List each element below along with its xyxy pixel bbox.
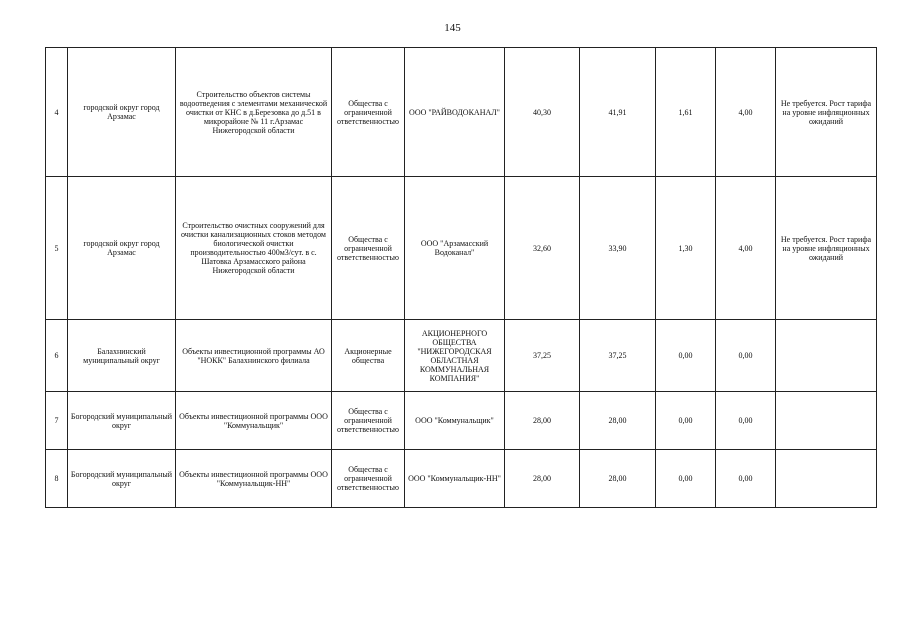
note-cell	[776, 450, 877, 508]
org-name-cell: ООО "Коммунальщик"	[405, 392, 505, 450]
table-row	[46, 320, 877, 392]
value-cell-3: 0,00	[656, 320, 716, 392]
note-cell: Не требуется. Рост тарифа на уровне инфляционных ожиданий	[776, 177, 877, 320]
org-name-cell: ООО "РАЙВОДОКАНАЛ"	[405, 48, 505, 177]
municipality-cell: Балахнинский муниципальный округ	[68, 320, 176, 392]
note-cell	[776, 392, 877, 450]
table-row	[46, 450, 877, 508]
note-cell	[776, 320, 877, 392]
municipality-cell: Богородский муниципальный округ	[68, 392, 176, 450]
tariff-table	[45, 47, 877, 508]
value-cell-4: 4,00	[716, 48, 776, 177]
value-cell-3: 1,30	[656, 177, 716, 320]
value-cell-4: 4,00	[716, 177, 776, 320]
value-cell-1: 28,00	[505, 450, 580, 508]
project-cell: Строительство очистных сооружений для очистки канализационных стоков методом биологической очистки производительностью 400м3/сут. в с. Шатовка Арзамасского района Нижегородской области	[176, 177, 332, 320]
value-cell-2: 33,90	[580, 177, 656, 320]
value-cell-3: 1,61	[656, 48, 716, 177]
org-form-cell: Общества с ограниченной ответственностью	[332, 392, 405, 450]
row-number: 8	[46, 450, 68, 508]
row-number: 5	[46, 177, 68, 320]
value-cell-3: 0,00	[656, 450, 716, 508]
org-form-cell: Общества с ограниченной ответственностью	[332, 177, 405, 320]
org-form-cell: Акционерные общества	[332, 320, 405, 392]
value-cell-3: 0,00	[656, 392, 716, 450]
municipality-cell: Богородский муниципальный округ	[68, 450, 176, 508]
value-cell-1: 32,60	[505, 177, 580, 320]
value-cell-1: 37,25	[505, 320, 580, 392]
row-number: 4	[46, 48, 68, 177]
project-cell: Объекты инвестиционной программы ООО "Коммунальщик-НН"	[176, 450, 332, 508]
value-cell-4: 0,00	[716, 392, 776, 450]
value-cell-2: 28,00	[580, 450, 656, 508]
value-cell-1: 40,30	[505, 48, 580, 177]
value-cell-2: 41,91	[580, 48, 656, 177]
org-form-cell: Общества с ограниченной ответственностью	[332, 450, 405, 508]
value-cell-4: 0,00	[716, 320, 776, 392]
table-row	[46, 177, 877, 320]
org-name-cell: АКЦИОНЕРНОГО ОБЩЕСТВА "НИЖЕГОРОДСКАЯ ОБЛАСТНАЯ КОММУНАЛЬНАЯ КОМПАНИЯ"	[405, 320, 505, 392]
municipality-cell: городской округ город Арзамас	[68, 177, 176, 320]
project-cell: Строительство объектов системы водоотведения с элементами механической очистки от КНС в д.Березовка до д.51 в микрорайоне № 11 г.Арзамас Нижегородской области	[176, 48, 332, 177]
table-row	[46, 392, 877, 450]
value-cell-2: 28,00	[580, 392, 656, 450]
note-cell: Не требуется. Рост тарифа на уровне инфляционных ожиданий	[776, 48, 877, 177]
org-name-cell: ООО "Арзамасский Водоканал"	[405, 177, 505, 320]
org-name-cell: ООО "Коммунальщик-НН"	[405, 450, 505, 508]
table-row	[46, 48, 877, 177]
value-cell-2: 37,25	[580, 320, 656, 392]
row-number: 7	[46, 392, 68, 450]
project-cell: Объекты инвестиционной программы АО "НОКК" Балахнинского филиала	[176, 320, 332, 392]
project-cell: Объекты инвестиционной программы ООО "Коммунальщик"	[176, 392, 332, 450]
row-number: 6	[46, 320, 68, 392]
page-number: 145	[444, 22, 461, 34]
value-cell-1: 28,00	[505, 392, 580, 450]
value-cell-4: 0,00	[716, 450, 776, 508]
municipality-cell: городской округ город Арзамас	[68, 48, 176, 177]
org-form-cell: Общества с ограниченной ответственностью	[332, 48, 405, 177]
